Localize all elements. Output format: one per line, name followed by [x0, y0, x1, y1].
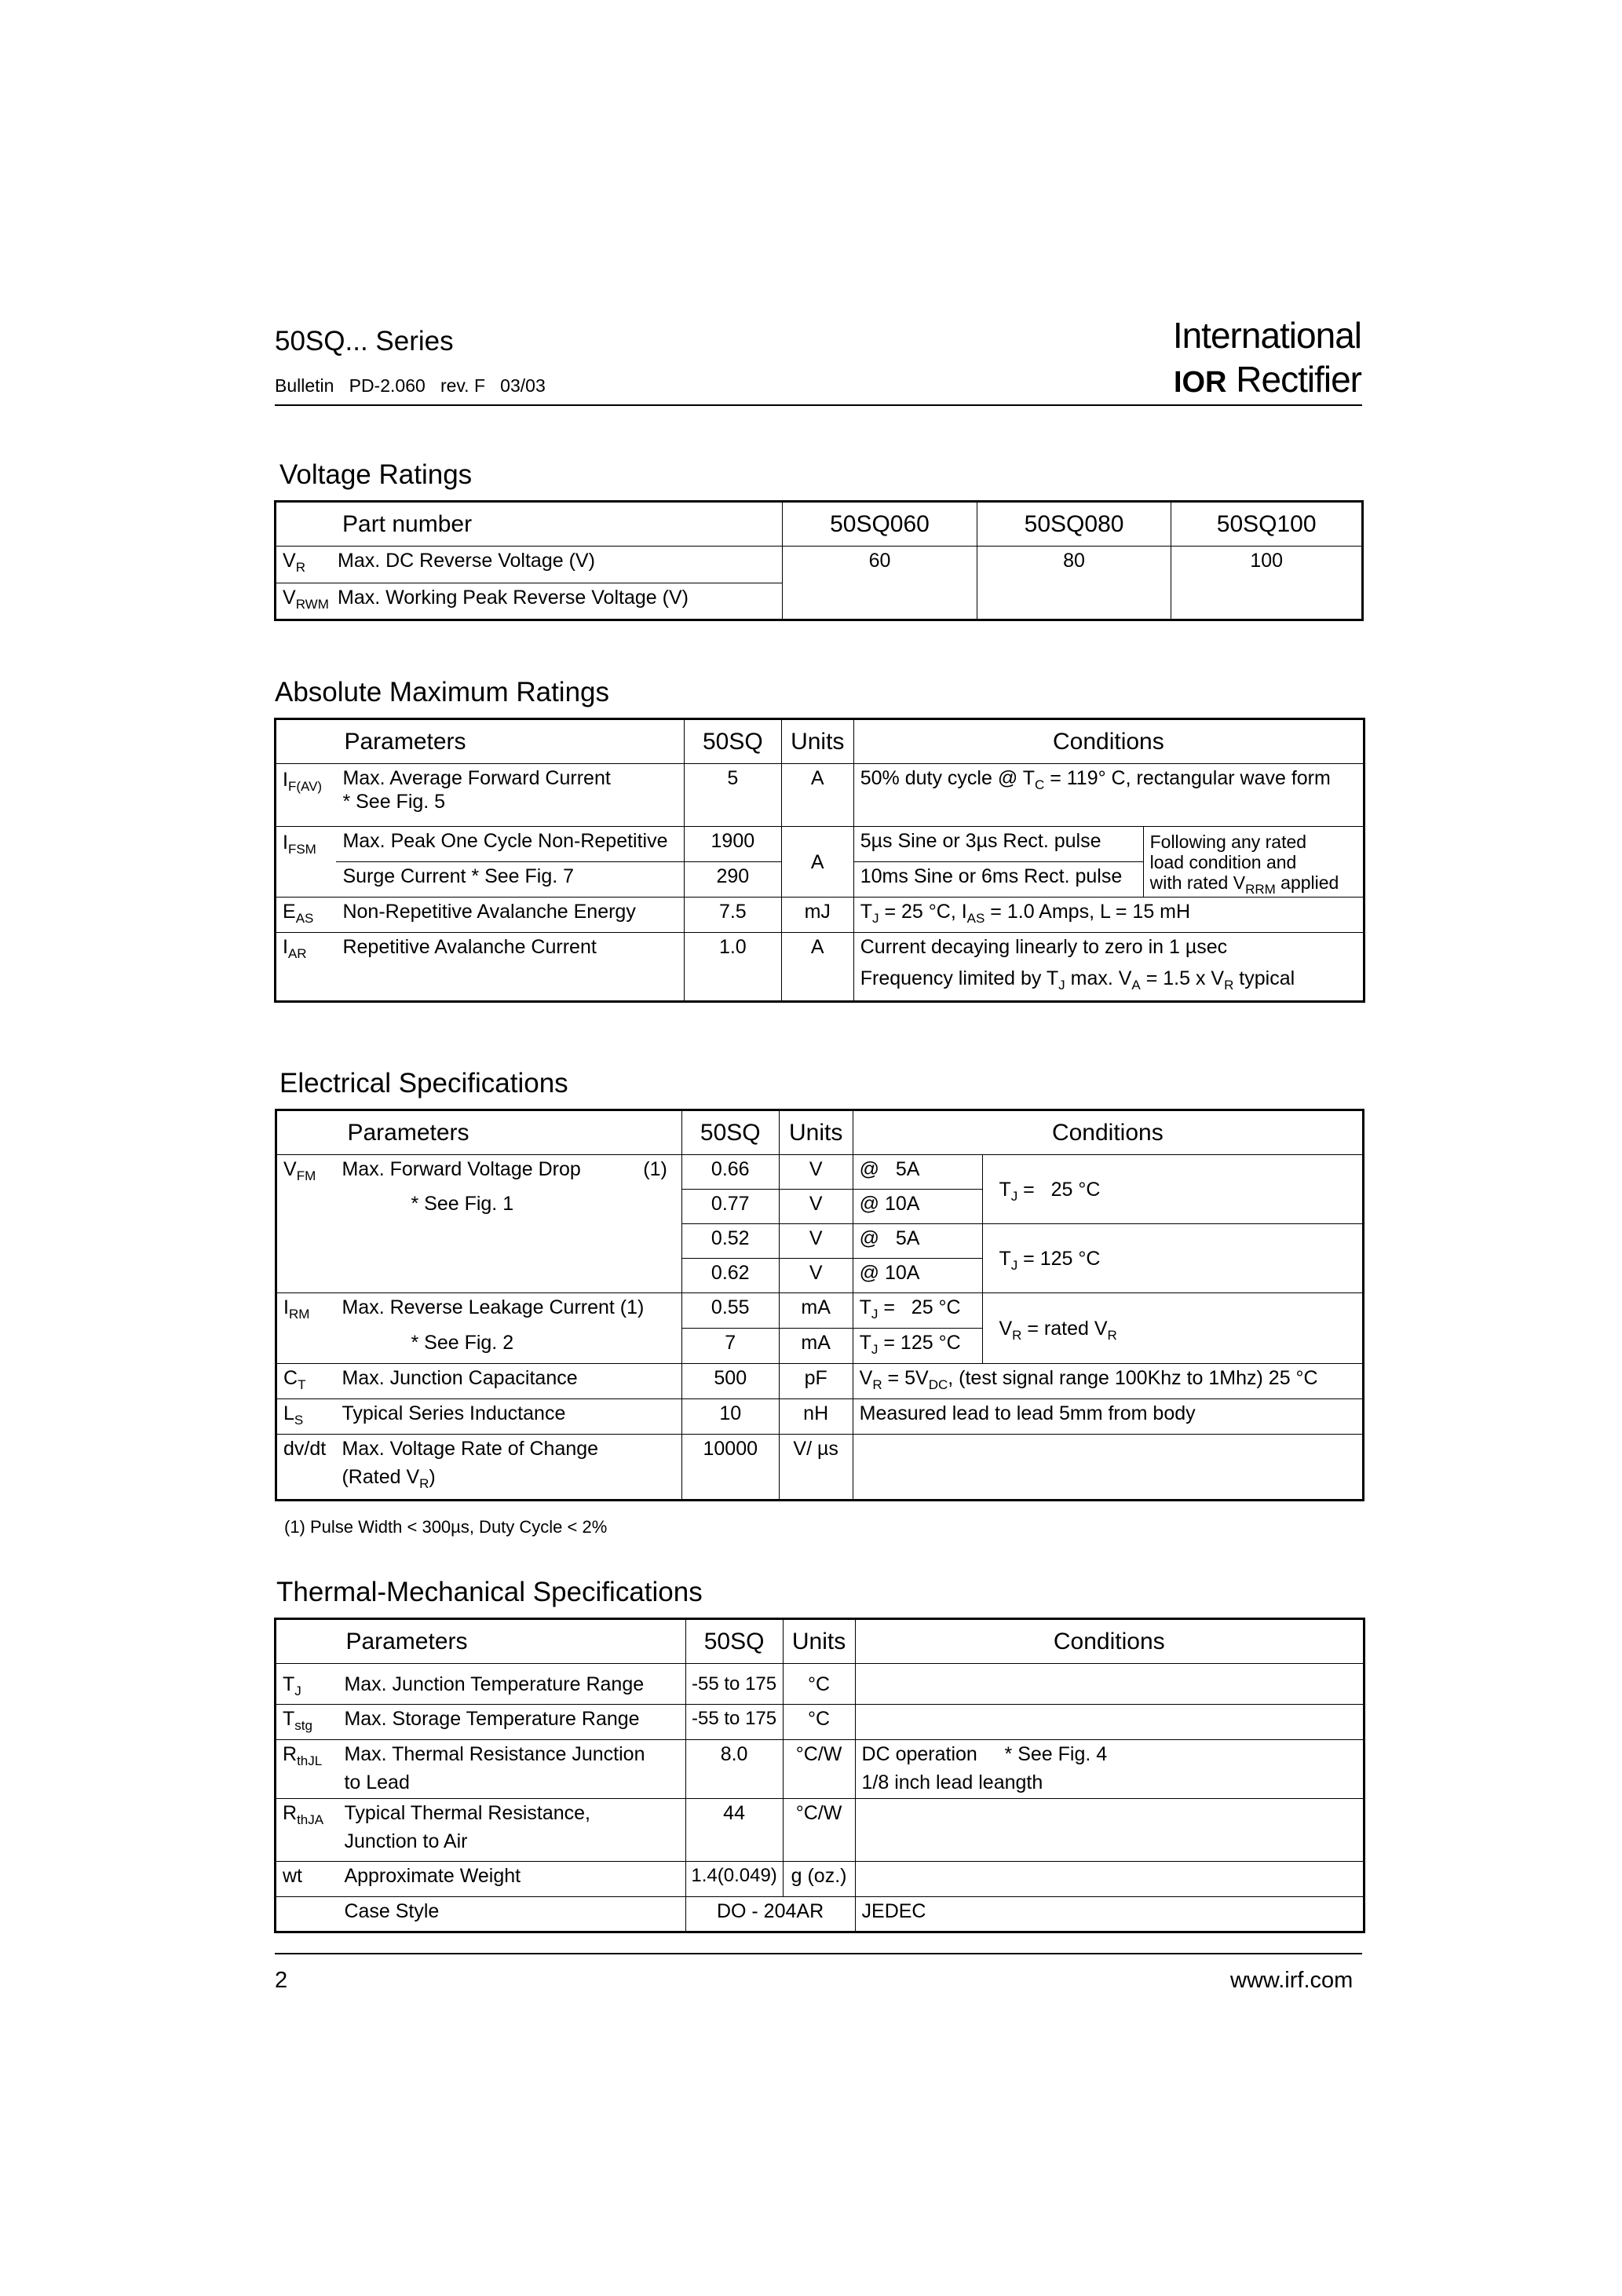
wt-symbol: wt — [276, 1862, 338, 1897]
part-number-label: Part number — [276, 502, 783, 547]
case-style-row — [276, 1897, 1364, 1932]
absolute-max-table — [274, 718, 1365, 1003]
ifsm-unit: A — [781, 827, 853, 898]
wt-desc: Approximate Weight — [338, 1862, 685, 1897]
thermal-specs-table — [274, 1618, 1365, 1933]
ifav-value: 5 — [684, 764, 781, 827]
ct-value: 500 — [681, 1364, 779, 1399]
vfm-unit-2: V — [779, 1190, 853, 1224]
case-condition: JEDEC — [855, 1897, 1364, 1932]
dvdt-row — [276, 1435, 1364, 1501]
ifsm-desc-1: Max. Peak One Cycle Non-Repetitive — [336, 827, 684, 862]
wt-unit: g (oz.) — [783, 1862, 855, 1897]
rthjl-desc: Max. Thermal Resistance Junction to Lead — [338, 1740, 685, 1799]
vfm-unit-3: V — [779, 1224, 853, 1259]
dvdt-unit: V/ µs — [779, 1435, 853, 1501]
header-rule — [275, 404, 1362, 406]
ct-unit: pF — [779, 1364, 853, 1399]
50sq-header: 50SQ — [684, 719, 781, 764]
vfm-fig: * See Fig. 1 — [335, 1190, 681, 1224]
ls-unit: nH — [779, 1399, 853, 1435]
voltage-ratings-title: Voltage Ratings — [279, 459, 473, 490]
iar-desc: Repetitive Avalanche Current — [336, 933, 684, 1002]
part-50sq060: 50SQ060 — [783, 502, 977, 547]
rthja-unit: °C/W — [783, 1799, 855, 1862]
irm-cond-2: $T_J = 125$ °C — [853, 1329, 983, 1364]
wt-value: 1.4(0.049) — [685, 1862, 783, 1897]
irm-unit-2: mA — [779, 1329, 853, 1364]
vfm-value-4: 0.62 — [681, 1259, 779, 1293]
value-50sq080: 80 — [977, 547, 1171, 620]
case-value: DO - 204AR — [685, 1897, 855, 1932]
tj-desc: Max. Junction Temperature Range — [338, 1664, 685, 1705]
thermal-header-row — [276, 1619, 1364, 1664]
rthja-desc: Typical Thermal Resistance, Junction to Air — [338, 1799, 685, 1862]
iar-unit: A — [781, 933, 853, 1002]
rthjl-unit: °C/W — [783, 1740, 855, 1799]
dvdt-desc: Max. Voltage Rate of Change (Rated $V_R$) — [335, 1435, 681, 1501]
eas-unit: mJ — [781, 898, 853, 933]
eas-condition: $T_J = 25$ °C, $I_{AS} = 1.0$ Amps, L = 15 mH — [853, 898, 1364, 933]
iar-row: $I_{AR}$ Repetitive Avalanche Current 1.0 A Current decaying linearly to zero in 1 µsec Frequency limited by $T_J$ max. $V_A = 1.5$ x $V_R$ typical — [276, 933, 1364, 1002]
vfm-row-3 — [276, 1224, 1364, 1259]
bulletin-line: Bulletin PD-2.060 rev. F 03/03 — [275, 375, 546, 396]
rthja-value: 44 — [685, 1799, 783, 1862]
50sq-header: 50SQ — [681, 1110, 779, 1155]
series-title: 50SQ... Series — [275, 326, 454, 356]
tstg-desc: Max. Storage Temperature Range — [338, 1705, 685, 1740]
vrwm-row: $V_{RWM}$ Max. Working Peak Reverse Voltage (V) — [276, 583, 1363, 620]
voltage-header-row — [276, 502, 1363, 547]
vfm-cond-4: @ 10A — [853, 1259, 983, 1293]
conditions-header: Conditions — [853, 719, 1364, 764]
value-50sq100: 100 — [1171, 547, 1363, 620]
ls-value: 10 — [681, 1399, 779, 1435]
vfm-row-1: $V_{FM}$ Max. Forward Voltage Drop (1) 0.66 V @ 5A $T_J = 25$ °C — [276, 1155, 1364, 1190]
ls-desc: Typical Series Inductance — [335, 1399, 681, 1435]
case-desc: Case Style — [338, 1897, 685, 1932]
params-header: Parameters — [335, 1110, 681, 1155]
part-50sq080: 50SQ080 — [977, 502, 1171, 547]
absolute-max-title: Absolute Maximum Ratings — [275, 677, 609, 707]
ls-row: $L_S$ Typical Series Inductance 10 nH Measured lead to lead 5mm from body — [276, 1399, 1364, 1435]
vr-desc: Max. DC Reverse Voltage (V) — [338, 550, 595, 572]
ifsm-cond-2: 10ms Sine or 6ms Rect. pulse — [853, 862, 1143, 898]
page-number: 2 — [275, 1968, 288, 1993]
rthjl-value: 8.0 — [685, 1740, 783, 1799]
ifav-unit: A — [781, 764, 853, 827]
irm-cond-1: $T_J = 25$ °C — [853, 1293, 983, 1329]
ls-condition: Measured lead to lead 5mm from body — [853, 1399, 1363, 1435]
ct-row: $C_T$ Max. Junction Capacitance 500 pF $V_R = 5V_{DC}$, (test signal range 100Khz to 1Mhz) 25 °C — [276, 1364, 1364, 1399]
irm-vr-cond: $V_R$ = rated $V_R$ — [983, 1293, 1364, 1364]
logo-ior-mark: IOR — [1173, 366, 1227, 399]
ifsm-value-1: 1900 — [684, 827, 781, 862]
eas-desc: Non-Repetitive Avalanche Energy — [336, 898, 684, 933]
electrical-specs-title: Electrical Specifications — [279, 1068, 568, 1099]
vfm-tj25: $T_J = 25$ °C — [983, 1155, 1364, 1224]
irm-value-1: 0.55 — [681, 1293, 779, 1329]
vrwm-desc: Max. Working Peak Reverse Voltage (V) — [338, 587, 689, 609]
ifsm-value-2: 290 — [684, 862, 781, 898]
ct-desc: Max. Junction Capacitance — [335, 1364, 681, 1399]
vfm-unit-4: V — [779, 1259, 853, 1293]
dvdt-value: 10000 — [681, 1435, 779, 1501]
units-header: Units — [781, 719, 853, 764]
iar-condition: Current decaying linearly to zero in 1 µsec Frequency limited by $T_J$ max. $V_A = 1.5$ x $V_R$ typical — [853, 933, 1364, 1002]
rthjl-condition: DC operation * See Fig. 4 1/8 inch lead leangth — [855, 1740, 1364, 1799]
params-header: Parameters — [336, 719, 684, 764]
vfm-cond-1: @ 5A — [853, 1155, 983, 1190]
units-header: Units — [779, 1110, 853, 1155]
weight-row — [276, 1862, 1364, 1897]
tj-value: -55 to 175 — [685, 1664, 783, 1705]
vfm-cond-2: @ 10A — [853, 1190, 983, 1224]
ifav-row: $I_{F(AV)}$ Max. Average Forward Current * See Fig. 5 5 A 50% duty cycle @ $T_C = 119^\circ$ C, rectangular wave form — [276, 764, 1364, 827]
irm-fig: * See Fig. 2 — [335, 1329, 681, 1364]
irm-desc: Max. Reverse Leakage Current (1) — [335, 1293, 681, 1329]
tstg-value: -55 to 175 — [685, 1705, 783, 1740]
logo-rectifier: Rectifier — [1236, 359, 1361, 400]
footer-rule — [275, 1953, 1362, 1954]
vfm-tj125: $T_J = 125$ °C — [983, 1224, 1364, 1293]
ct-condition: $V_R = 5V_{DC}$, (test signal range 100Khz to 1Mhz) 25 °C — [853, 1364, 1363, 1399]
vfm-value-3: 0.52 — [681, 1224, 779, 1259]
ifsm-following: Following any rated load condition and with rated $V_{RRM}$ applied — [1143, 827, 1364, 898]
thermal-specs-title: Thermal-Mechanical Specifications — [276, 1577, 703, 1607]
tstg-row: $T_{stg}$ Max. Storage Temperature Range -55 to 175 °C — [276, 1705, 1364, 1740]
params-header: Parameters — [338, 1619, 685, 1664]
logo-international: International — [1172, 315, 1361, 356]
electrical-specs-table — [275, 1109, 1364, 1501]
rthja-row: $R_{thJA}$ Typical Thermal Resistance, Junction to Air 44 °C/W — [276, 1799, 1364, 1862]
vfm-desc: Max. Forward Voltage Drop (1) — [335, 1155, 681, 1190]
tstg-unit: °C — [783, 1705, 855, 1740]
iar-value: 1.0 — [684, 933, 781, 1002]
pulse-footnote: (1) Pulse Width < 300µs, Duty Cycle < 2% — [284, 1517, 608, 1537]
ifsm-cond-1: 5µs Sine or 3µs Rect. pulse — [853, 827, 1143, 862]
tj-unit: °C — [783, 1664, 855, 1705]
irm-unit-1: mA — [779, 1293, 853, 1329]
tj-row: $T_J$ Max. Junction Temperature Range -55 to 175 °C — [276, 1664, 1364, 1705]
ifsm-row-1: $I_{FSM}$ Max. Peak One Cycle Non-Repetitive 1900 A 5µs Sine or 3µs Rect. pulse Following any rated load condition and with rated $V_{RRM}$ applied — [276, 827, 1364, 862]
units-header: Units — [783, 1619, 855, 1664]
irm-row-1: $I_{RM}$ Max. Reverse Leakage Current (1) 0.55 mA $T_J = 25$ °C $V_R$ = rated $V_R$ — [276, 1293, 1364, 1329]
conditions-header: Conditions — [853, 1110, 1363, 1155]
ifav-note: * See Fig. 5 — [342, 791, 446, 813]
50sq-header: 50SQ — [685, 1619, 783, 1664]
vfm-unit-1: V — [779, 1155, 853, 1190]
ifsm-desc-2: Surge Current * See Fig. 7 — [336, 862, 684, 898]
conditions-header: Conditions — [855, 1619, 1364, 1664]
eas-row: $E_{AS}$ Non-Repetitive Avalanche Energy 7.5 mJ $T_J = 25$ °C, $I_{AS} = 1.0$ Amps, L = 15 mH — [276, 898, 1364, 933]
absmax-header-row — [276, 719, 1364, 764]
vfm-value-1: 0.66 — [681, 1155, 779, 1190]
value-50sq060: 60 — [783, 547, 977, 620]
elec-header-row — [276, 1110, 1364, 1155]
voltage-ratings-table — [274, 500, 1364, 621]
rthjl-row: $R_{thJL}$ Max. Thermal Resistance Junction to Lead 8.0 °C/W DC operation * See Fig. 4 1/8 inch lead leangth — [276, 1740, 1364, 1799]
part-50sq100: 50SQ100 — [1171, 502, 1363, 547]
vfm-value-2: 0.77 — [681, 1190, 779, 1224]
eas-value: 7.5 — [684, 898, 781, 933]
website-link[interactable]: www.irf.com — [1230, 1968, 1353, 1993]
irm-value-2: 7 — [681, 1329, 779, 1364]
vfm-cond-3: @ 5A — [853, 1224, 983, 1259]
ifav-desc: Max. Average Forward Current — [342, 767, 611, 789]
company-logo — [1167, 314, 1361, 408]
ifav-condition: 50% duty cycle @ $T_C = 119^\circ$ C, rectangular wave form — [853, 764, 1364, 827]
vr-row: $V_R$ Max. DC Reverse Voltage (V) 60 80 100 — [276, 547, 1363, 583]
dvdt-symbol: dv/dt — [276, 1435, 336, 1501]
